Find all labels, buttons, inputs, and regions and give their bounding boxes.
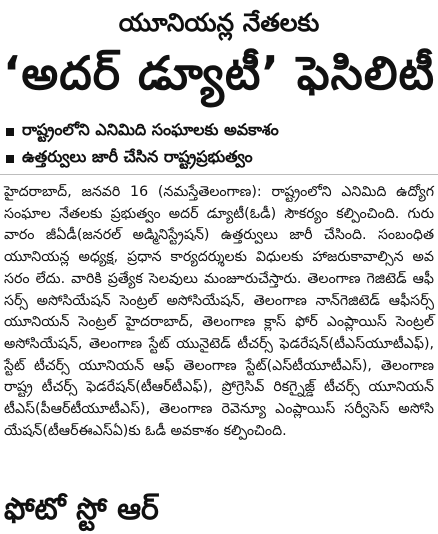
article-headline: ‘అదర్ డ్యూటీ’ ఫెసిలిటీ [2, 46, 436, 100]
bullet-text: ఉత్తర్వులు జారీ చేసిన రాష్ట్రప్రభుత్వం [22, 147, 253, 166]
bullet-text: రాష్ట్రంలోని ఎనిమిది సంఘాలకు అవకాశం [22, 120, 279, 139]
square-bullet-icon [6, 128, 14, 136]
bullet-item [6, 145, 432, 172]
article-kicker: యూనియన్ల నేతలకు [118, 8, 320, 37]
bullet-list [6, 118, 432, 172]
next-article-headline: ఫోటో స్టో ఆర్ [4, 492, 159, 527]
square-bullet-icon [6, 155, 14, 163]
article-body: హైదరాబాద్, జనవరి 16 (నమస్తేతెలంగాణ): రాష్ట్రంలోని ఎనిమిది ఉద్యోగ సంఘాల నేతలకు ప్రభుత్వం అదర్ డ్యూటీ(ఓడీ) సౌకర్యం కల్పించింది. గురు వారం జీఏడీ(జనరల్ అడ్మినిస్ట్రేషన్) ఉత్తర్వులు జారీ చేసింది. సంబంధిత యూనియన్ల అధ్యక్ష, ప్రధాన కార్యదర్శులకు విధులకు హాజరుకావాల్సిన అవ సరం లేదు. వారికి ప్రత్యేక సెలవులు మంజూరుచేస్తారు. తెలంగాణ గెజిటెడ్ ఆఫీ సర్స్ అసోసియేషన్ సెంట్రల్ అసోసియేషన్, తెలంగాణ నాన్‌గెజిటెడ్ ఆఫీసర్స్ యూనియన్ సెంట్రల్ హైదరాబాద్, తెలంగాణ క్లాస్ ఫోర్ ఎంప్లాయిస్ సెంట్రల్ అసోసియేషన్, తెలంగాణ స్టేట్ యునైటెడ్ టీచర్స్ ఫెడరేషన్(టీఎస్‌యూటీఎఫ్), స్టేట్ టీచర్స్ యూనియన్ ఆఫ్ తెలంగాణ స్టేట్(ఎస్‌టీయూటీఎస్), తెలంగాణ రాష్ట్ర టీచర్స్ ఫెడరేషన్(టీఆర్‌టీఎఫ్), ప్రోగ్రెసివ్ రికగ్నైజ్డ్ టీచర్స్ యూనియన్ టీఎస్(పీఆర్‌టీయూటీఎస్), తెలంగాణ రెవెన్యూ ఎంప్లాయిస్ సర్వీసెస్ అసోసి యేషన్(టీఆర్ఈఎస్ఏ)కు ఓడీ అవకాశం కల్పించింది. [4, 184, 434, 439]
section-divider [0, 174, 438, 175]
bullet-item [6, 118, 432, 145]
